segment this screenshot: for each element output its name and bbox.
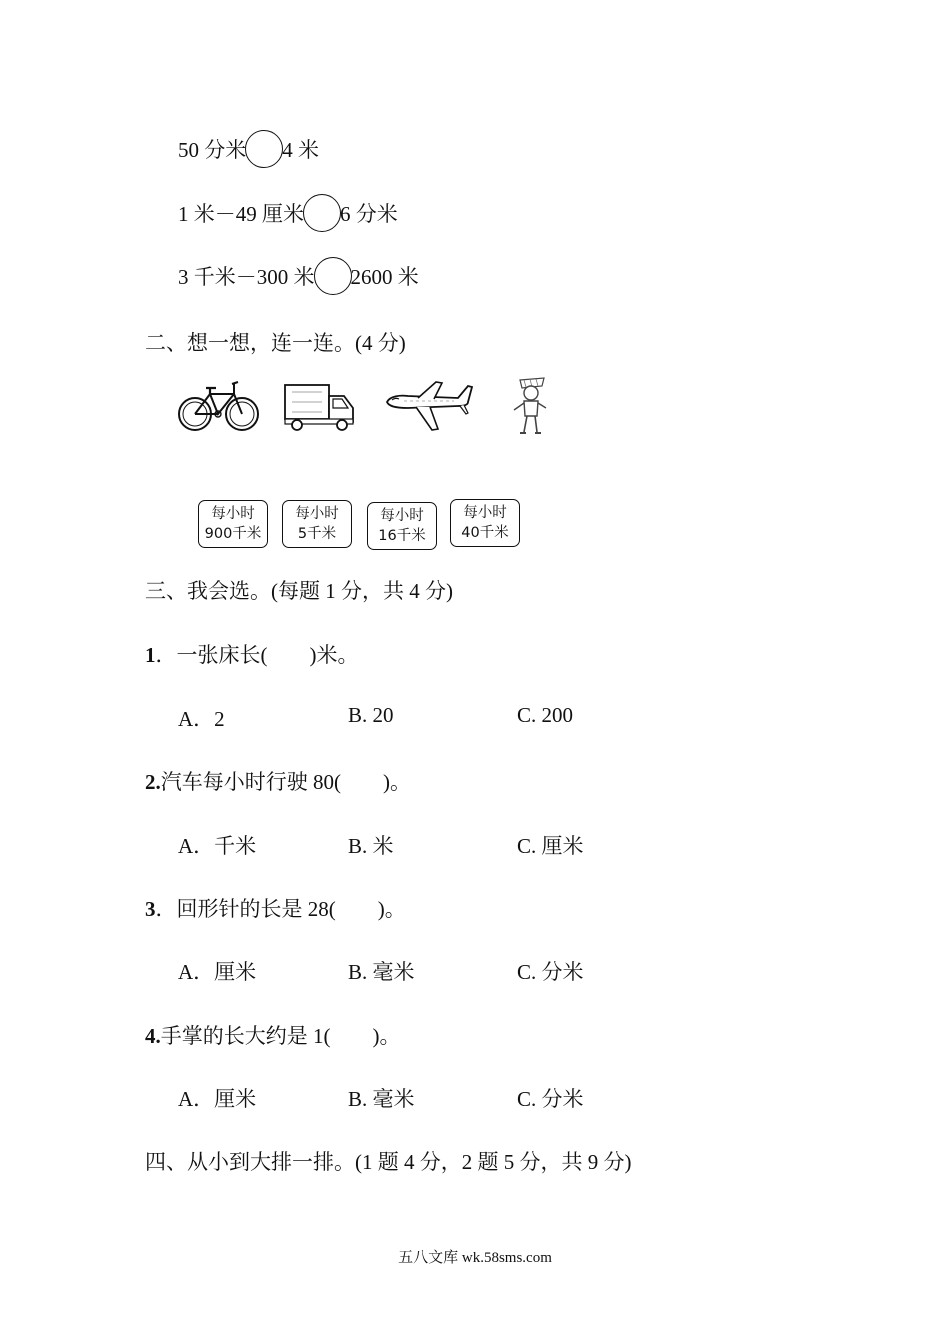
answer-circle[interactable] [314, 257, 352, 295]
answer-circle[interactable] [245, 130, 283, 168]
option-c[interactable]: C. 厘米 [517, 834, 584, 858]
question-text: 汽车每小时行驶 80( )。 [160, 770, 411, 794]
speed-card-line1: 每小时 [463, 505, 507, 521]
speed-card-40[interactable] [450, 499, 520, 547]
section-3-heading: 三、我会选。(每题 1 分，共 4 分) [145, 579, 453, 603]
comparison-left: 3 千米－300 米 [178, 265, 315, 289]
option-b[interactable]: B. 米 [348, 834, 394, 858]
comparison-right: 4 米 [282, 138, 319, 162]
question-3 [145, 893, 406, 923]
speed-card-line1: 每小时 [211, 506, 255, 522]
section-4-heading: 四、从小到大排一排。(1 题 4 分，2 题 5 分，共 9 分) [145, 1150, 632, 1174]
question-separator: ． [155, 643, 177, 667]
speed-card-line1: 每小时 [295, 506, 339, 522]
answer-circle[interactable] [303, 194, 341, 232]
truck-icon[interactable] [282, 382, 356, 432]
section-2-heading: 二、想一想，连一连。(4 分) [145, 331, 406, 355]
option-a[interactable]: A．厘米 [178, 1087, 257, 1111]
option-a[interactable]: A．厘米 [178, 960, 257, 984]
question-text: 一张床长( )米。 [176, 643, 359, 667]
question-2 [145, 766, 411, 796]
question-separator: ． [155, 897, 177, 921]
speed-card-16[interactable] [367, 502, 437, 550]
bicycle-icon[interactable] [176, 378, 262, 434]
option-c[interactable]: C. 分米 [517, 1087, 584, 1111]
speed-card-line2: 5千米 [297, 526, 337, 542]
speed-card-900[interactable] [198, 500, 268, 548]
question-number: 1 [145, 643, 156, 667]
option-b[interactable]: B. 毫米 [348, 960, 415, 984]
option-a[interactable]: A．2 [178, 707, 225, 731]
speed-card-line2: 16千米 [378, 528, 426, 544]
speed-card-line2: 900千米 [204, 526, 262, 542]
question-text: 手掌的长大约是 1( )。 [160, 1024, 401, 1048]
comparison-right: 2600 米 [350, 265, 419, 289]
speed-card-line1: 每小时 [380, 508, 424, 524]
option-c[interactable]: C. 分米 [517, 960, 584, 984]
question-1 [145, 639, 359, 669]
walking-person-icon[interactable] [504, 376, 554, 438]
option-a[interactable]: A．千米 [178, 834, 257, 858]
option-b[interactable]: B. 20 [348, 703, 394, 727]
question-number: 3 [145, 897, 156, 921]
speed-card-5[interactable] [282, 500, 352, 548]
question-number: 2. [145, 770, 161, 794]
question-text: 回形针的长是 28( )。 [176, 897, 406, 921]
option-b[interactable]: B. 毫米 [348, 1087, 415, 1111]
comparison-row-2 [178, 190, 398, 228]
comparison-row-1 [178, 126, 319, 164]
comparison-row-3 [178, 253, 419, 291]
question-4 [145, 1020, 401, 1050]
footer-watermark: 五八文库 wk.58sms.com [398, 1250, 552, 1266]
airplane-icon[interactable] [384, 378, 474, 434]
option-c[interactable]: C. 200 [517, 703, 574, 727]
speed-card-line2: 40千米 [461, 525, 509, 541]
question-number: 4. [145, 1024, 161, 1048]
comparison-right: 6 分米 [340, 202, 398, 226]
comparison-left: 50 分米 [178, 138, 247, 162]
comparison-left: 1 米－49 厘米 [178, 202, 304, 226]
